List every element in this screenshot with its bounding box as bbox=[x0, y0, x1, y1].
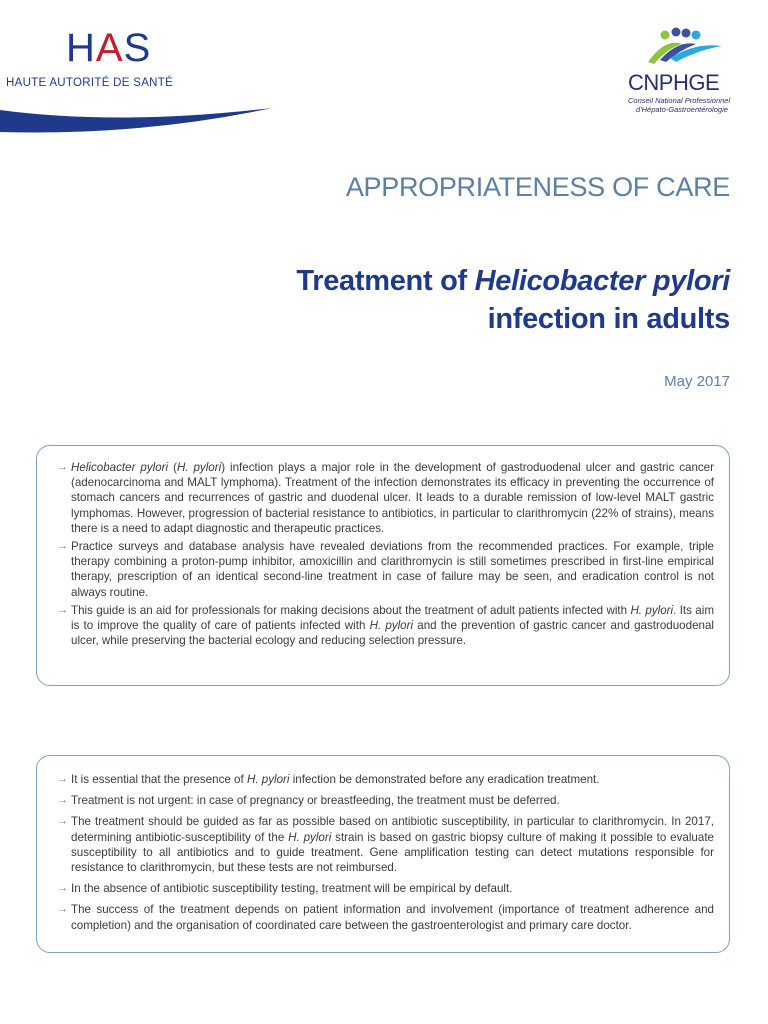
arrow-icon: → bbox=[57, 773, 68, 785]
bullet-text: H. pylori bbox=[246, 773, 290, 786]
list-item bbox=[57, 814, 714, 875]
cnphge-wordmark: CNPHGE bbox=[628, 70, 720, 95]
has-logo-wordmark: HAS bbox=[66, 26, 152, 70]
arrow-icon: → bbox=[57, 903, 68, 916]
document-category: APPROPRIATENESS OF CARE bbox=[345, 172, 730, 202]
bullet-text: H. pylori bbox=[288, 830, 332, 844]
arrow-icon: → bbox=[57, 815, 68, 828]
bullet-text: Helicobacter pylori bbox=[71, 461, 169, 474]
bullet-text: strain is based on gastric biopsy culture of making it possible to evaluate susceptibility to all antibiotics and to guide treatment. Gene amplification testing can detect mutations responsible for resistance to clarithromycin, but these tests are not reimbursed. bbox=[71, 830, 714, 875]
bullet-text: In the absence of antibiotic susceptibility testing, treatment will be empirical by default. bbox=[71, 882, 513, 896]
list-item bbox=[57, 772, 714, 787]
title-line-2: infection in adults bbox=[487, 303, 730, 335]
bullet-text: ( bbox=[168, 461, 177, 474]
context-box bbox=[36, 445, 730, 686]
arrow-icon: → bbox=[57, 882, 68, 895]
has-logo bbox=[0, 0, 280, 140]
list-item bbox=[57, 902, 714, 932]
bullet-text: The treatment should be guided as far as possible based on antibiotic susceptibility, in particular to clarithromycin. In 2017, determining antibiotic-susceptibility of the bbox=[71, 815, 714, 844]
document-date: May 2017 bbox=[664, 373, 730, 390]
list-item bbox=[57, 539, 714, 600]
cnphge-figures-icon bbox=[610, 24, 760, 74]
bullet-text: . Its aim is to improve the quality of care of patients infected with bbox=[71, 603, 714, 633]
bullet-text: Practice surveys and database analysis have revealed deviations from the recommended practices. For example, triple therapy combining a proton-pump inhibitor, amoxicillin and clarithromycin is still sometimes prescribed in first-line empirical therapy, prescription of an identical second-line treatment in case of failure may be seen, and eradication control is not always routine. bbox=[71, 540, 714, 599]
bullet-text: Treatment is not urgent: in case of pregnancy or breastfeeding, the treatment must be deferred. bbox=[71, 794, 560, 808]
list-item bbox=[57, 881, 714, 896]
list-item bbox=[57, 603, 714, 649]
bullet-text: H. pylori bbox=[630, 603, 674, 617]
bullet-text: and the prevention of gastric cancer and gastroduodenal ulcer, while preserving the bacterial ecology and reducing selection pressure. bbox=[71, 619, 714, 648]
bullet-text: ) infection plays a major role in the development of gastroduodenal ulcer and gastric cancer (adenocarcinoma and MALT lymphoma). Treatment of the infection demonstrates its efficacy in preventing the occurrence of stomach cancers and recurrences of gastric and duodenal ulcer. It leads to a durable remission of low-level MALT gastric lymphomas. However, progression of bacterial resistance to antibiotics, in particular to clarithromycin (22% of strains), means there is a need to adapt diagnostic and therapeutic practices. bbox=[71, 461, 714, 535]
arrow-icon: → bbox=[57, 603, 68, 616]
bullet-text: H. pylori bbox=[369, 619, 414, 633]
has-swoosh-icon bbox=[0, 92, 280, 140]
cnphge-subtitle-2: d'Hépato-Gastroentérologie bbox=[636, 105, 728, 114]
cnphge-subtitle-1: Conseil National Professionnel bbox=[628, 96, 731, 105]
bullet-text: H. pylori bbox=[176, 461, 222, 474]
bullet-text: The success of the treatment depends on patient information and involvement (importance of treatment adherence and completion) and the organisation of coordinated care between the gastroenterologist and primary care doctor. bbox=[71, 903, 714, 932]
arrow-icon: → bbox=[57, 540, 68, 553]
document-title bbox=[296, 262, 730, 338]
arrow-icon: → bbox=[57, 794, 68, 807]
bullet-text: This guide is an aid for professionals for making decisions about the treatment of adult patients infected with bbox=[71, 603, 631, 617]
arrow-icon: → bbox=[57, 461, 68, 473]
key-messages-box bbox=[36, 755, 730, 953]
title-italic: Helicobacter pylori bbox=[474, 265, 730, 297]
list-item bbox=[57, 793, 714, 808]
bullet-text: It is essential that the presence of bbox=[71, 773, 247, 786]
bullet-text: infection be demonstrated before any eradication treatment. bbox=[289, 773, 600, 786]
title-part-1: Treatment of bbox=[296, 265, 475, 297]
list-item bbox=[57, 460, 714, 536]
has-logo-subtitle: HAUTE AUTORITÉ DE SANTÉ bbox=[6, 77, 174, 89]
